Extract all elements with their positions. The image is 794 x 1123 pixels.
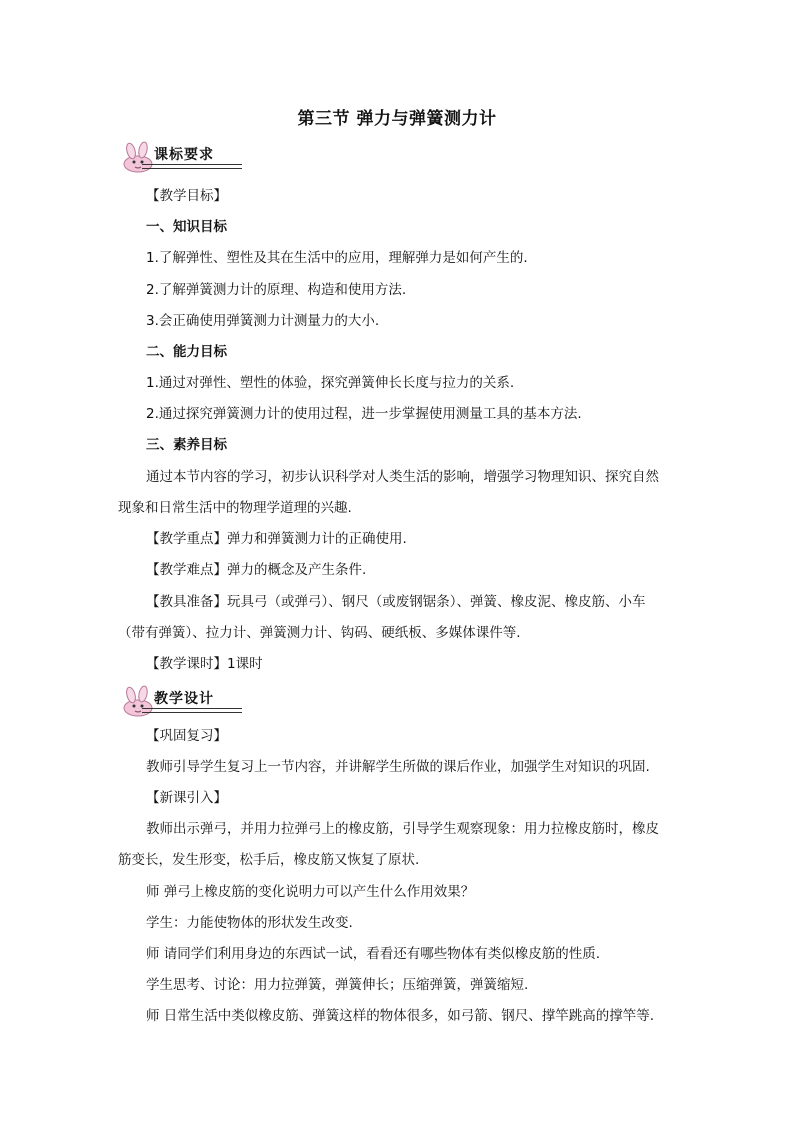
intro-heading: 【新课引入】	[146, 790, 227, 806]
page-title: 第三节 弹力与弹簧测力计	[297, 109, 497, 129]
key-points-row	[146, 529, 688, 549]
dialogue-line-4: 学生思考、讨论：用力拉弹簧，弹簧伸长；压缩弹簧，弹簧缩短.	[146, 977, 529, 993]
difficulty-label: 【教学难点】	[146, 562, 227, 578]
banner-label: 教学设计	[154, 691, 214, 707]
ability-goal-1: 1.通过对弹性、塑性的体验，探究弹簧伸长长度与拉力的关系.	[146, 375, 515, 391]
tools-text-line-1: 玩具弓（或弹弓）、钢尺（或废钢锯条）、弹簧、橡皮泥、橡皮筋、小车	[227, 594, 646, 610]
dialogue-line-3: 师 请同学们利用身边的东西试一试，看看还有哪些物体有类似橡皮筋的性质.	[146, 946, 601, 962]
hours-text: 1课时	[227, 656, 263, 672]
hours-row	[146, 654, 688, 674]
tools-row	[146, 592, 688, 612]
literacy-text-line-1: 通过本节内容的学习，初步认识科学对人类生活的影响，增强学习物理知识、探究自然	[146, 469, 659, 485]
dialogue-line-1: 师 弹弓上橡皮筋的变化说明力可以产生什么作用效果？	[146, 884, 475, 900]
ability-goal-2: 2.通过探究弹簧测力计的使用过程，进一步掌握使用测量工具的基本方法.	[146, 406, 582, 422]
difficulty-row	[146, 560, 688, 580]
banner-underline	[142, 708, 242, 713]
key-points-text: 弹力和弹簧测力计的正确使用.	[227, 531, 407, 547]
dialogue-line-5: 师 日常生活中类似橡皮筋、弹簧这样的物体很多，如弓箭、钢尺、撑竿跳高的撑竿等.	[146, 1008, 655, 1024]
banner-underline	[142, 164, 242, 169]
intro-text-line-2: 筋变长，发生形变，松手后，橡皮筋又恢复了原状.	[118, 852, 420, 868]
tools-text-line-2: （带有弹簧）、拉力计、弹簧测力计、钩码、硬纸板、多媒体课件等.	[118, 625, 521, 641]
section-banner-curriculum	[118, 140, 242, 174]
review-heading: 【巩固复习】	[146, 728, 227, 744]
knowledge-goal-1: 1.了解弹性、塑性及其在生活中的应用，理解弹力是如何产生的.	[146, 250, 528, 266]
hours-label: 【教学课时】	[146, 656, 227, 672]
tools-label: 【教具准备】	[146, 594, 227, 610]
banner-label: 课标要求	[154, 147, 214, 163]
literacy-goals-heading: 三、素养目标	[146, 437, 227, 453]
section-banner-design	[118, 684, 242, 718]
ability-goals-heading: 二、能力目标	[146, 344, 227, 360]
teaching-goals-heading: 【教学目标】	[146, 188, 227, 204]
intro-text-line-1: 教师出示弹弓，并用力拉弹弓上的橡皮筋，引导学生观察现象：用力拉橡皮筋时，橡皮	[146, 821, 659, 837]
review-text: 教师引导学生复习上一节内容，并讲解学生所做的课后作业，加强学生对知识的巩固.	[146, 759, 650, 775]
key-points-label: 【教学重点】	[146, 531, 227, 547]
difficulty-text: 弹力的概念及产生条件.	[227, 562, 367, 578]
knowledge-goal-3: 3.会正确使用弹簧测力计测量力的大小.	[146, 313, 380, 329]
knowledge-goal-2: 2.了解弹簧测力计的原理、构造和使用方法.	[146, 282, 407, 298]
dialogue-line-2: 学生：力能使物体的形状发生改变.	[146, 915, 353, 931]
literacy-text-line-2: 现象和日常生活中的物理学道理的兴趣.	[118, 500, 352, 516]
knowledge-goals-heading: 一、知识目标	[146, 219, 227, 235]
